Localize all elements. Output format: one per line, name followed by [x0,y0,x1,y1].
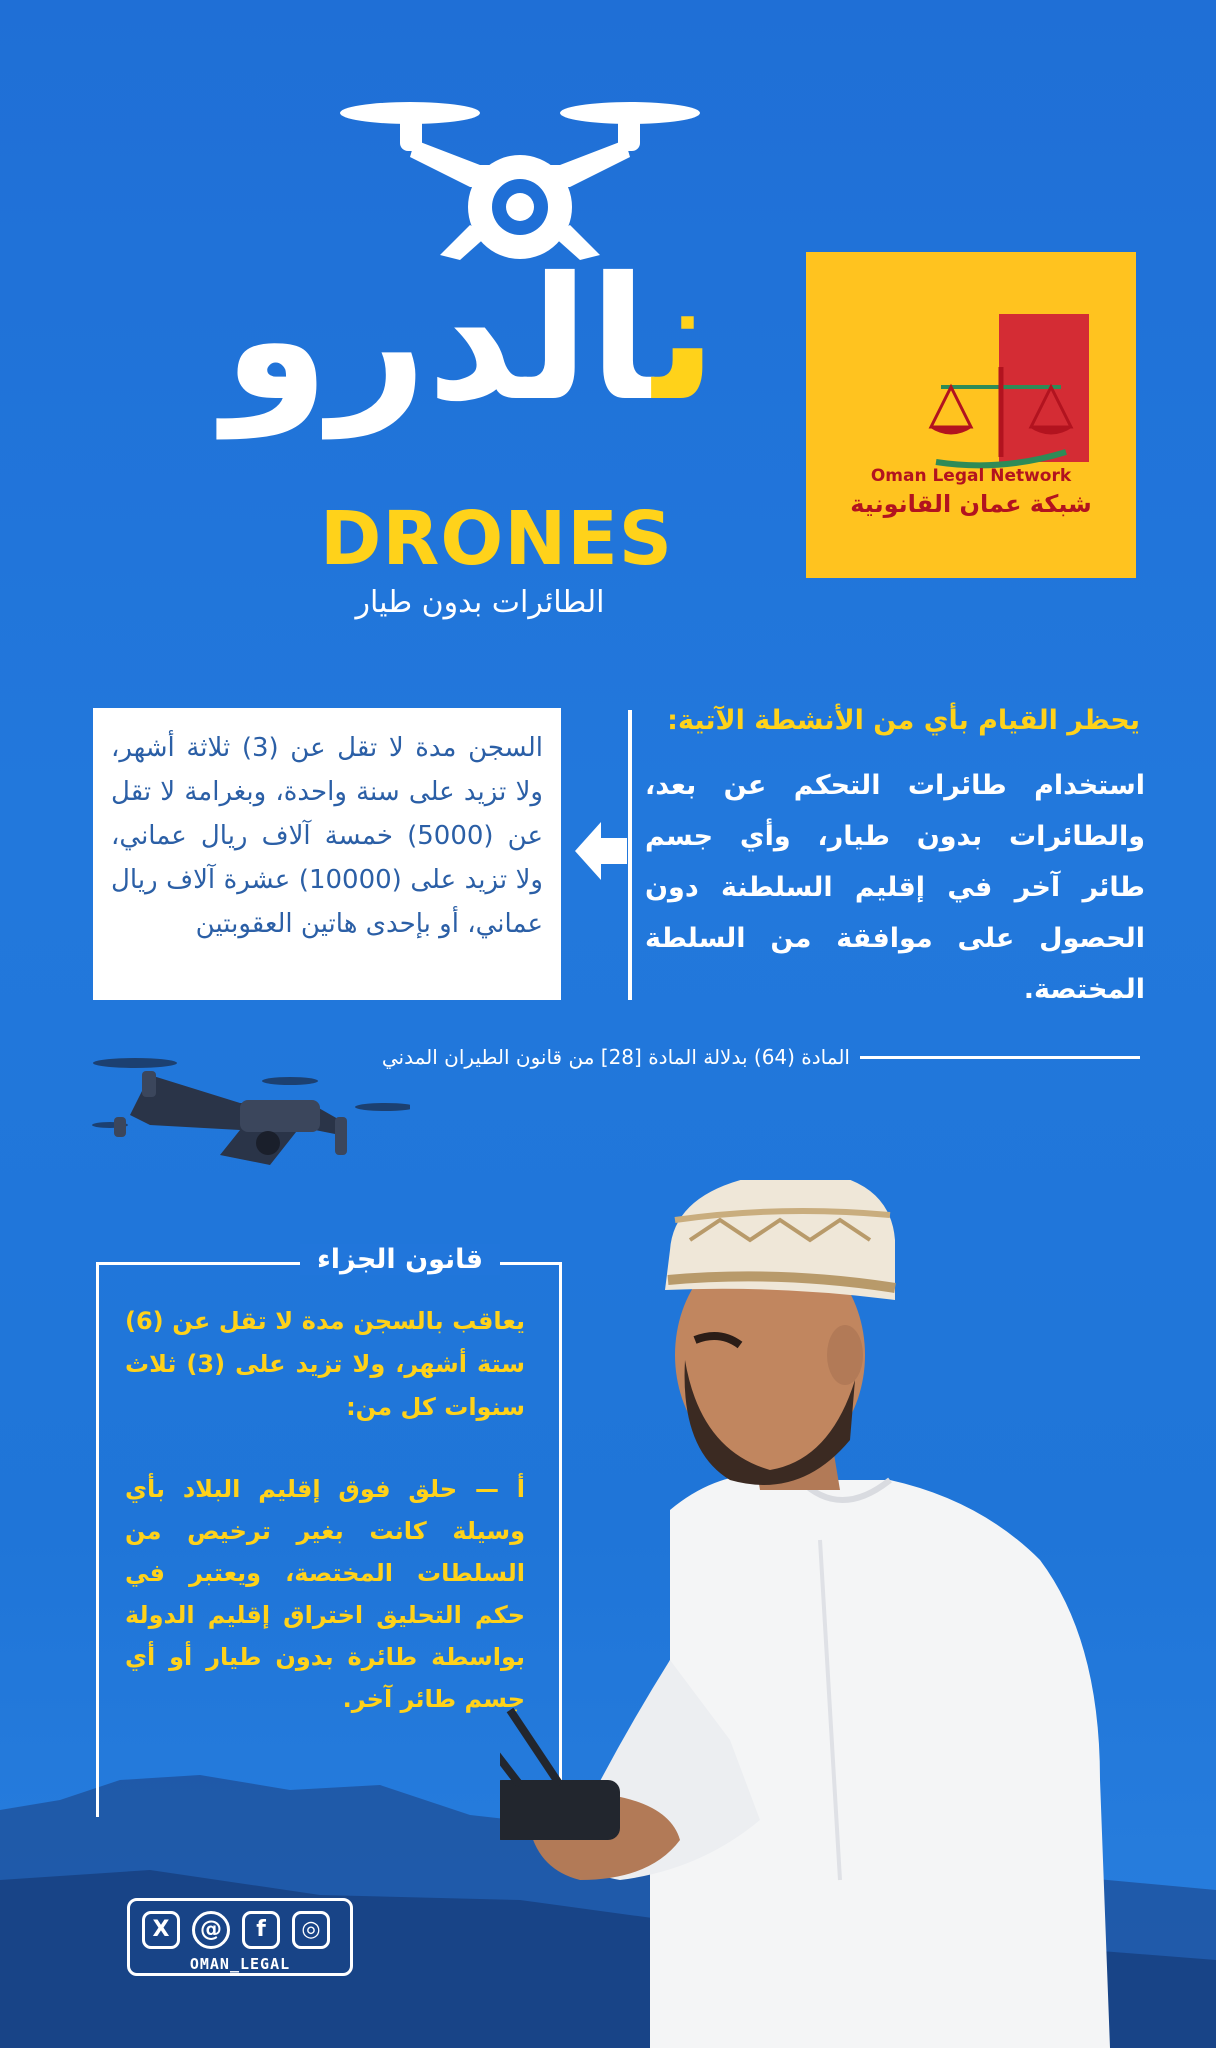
page-title-en: DRONES [320,496,674,582]
divider-vertical [628,710,632,1000]
law-reference: المادة (64) بدلالة المادة [28] من قانون الطيران المدني [381,1045,850,1069]
logo-text-en: Oman Legal Network [870,466,1072,486]
oman-legal-network-logo [806,252,1136,578]
facebook-icon[interactable]: f [242,1911,280,1949]
prohibition-heading: يحظر القيام بأي من الأنشطة الآتية: [667,705,1140,736]
penal-law-title: قانون الجزاء [300,1244,500,1275]
scales-of-justice-icon [926,347,1076,477]
penalty-box [93,708,561,1000]
social-handle: OMAN_LEGAL [189,1955,291,1973]
instagram-icon[interactable]: ◎ [292,1911,330,1949]
logo-text-ar: شبكة عمان القانونية [850,490,1092,518]
omani-man-with-controller-image [500,1180,1216,2048]
social-media-box [127,1898,353,1976]
title-ar-main: الدرو [223,241,653,439]
page-subtitle: الطائرات بدون طيار [355,585,605,620]
penal-law-clause: أ — حلق فوق إقليم البلاد بأي وسيلة كانت بغير ترخيص من السلطات المختصة، ويعتبر في حكم التحليق اختراق إقليم الدولة بواسطة طائرة بدون طيار أو أي جسم طائر آخر. [125,1475,525,1713]
drone-icon [330,95,710,260]
prohibition-body: استخدام طائرات التحكم عن بعد، والطائرات بدون طيار، وأي جسم طائر آخر في إقليم السلطنة دون الحصول على موافقة من السلطة المختصة. [645,770,1145,1005]
penalty-text: السجن مدة لا تقل عن (3) ثلاثة أشهر، ولا تزيد على سنة واحدة، وبغرامة لا تقل عن (5000) خمسة آلاف ريال عماني، ولا تزيد على (10000) عشرة آلاف ريال عماني، أو بإحدى هاتين العقوبتين [111,733,543,939]
reference-divider [860,1056,1140,1059]
arrow-left-icon [575,822,627,880]
flying-drone-image [90,1045,410,1175]
penal-law-intro: يعاقب بالسجن مدة لا تقل عن (6) ستة أشهر، ولا تزيد على (3) ثلاث سنوات كل من: [125,1307,525,1421]
threads-icon[interactable]: @ [192,1911,230,1949]
page-title-ar [140,240,800,440]
title-ar-last-letter: ن [652,241,717,439]
x-icon[interactable]: X [142,1911,180,1949]
